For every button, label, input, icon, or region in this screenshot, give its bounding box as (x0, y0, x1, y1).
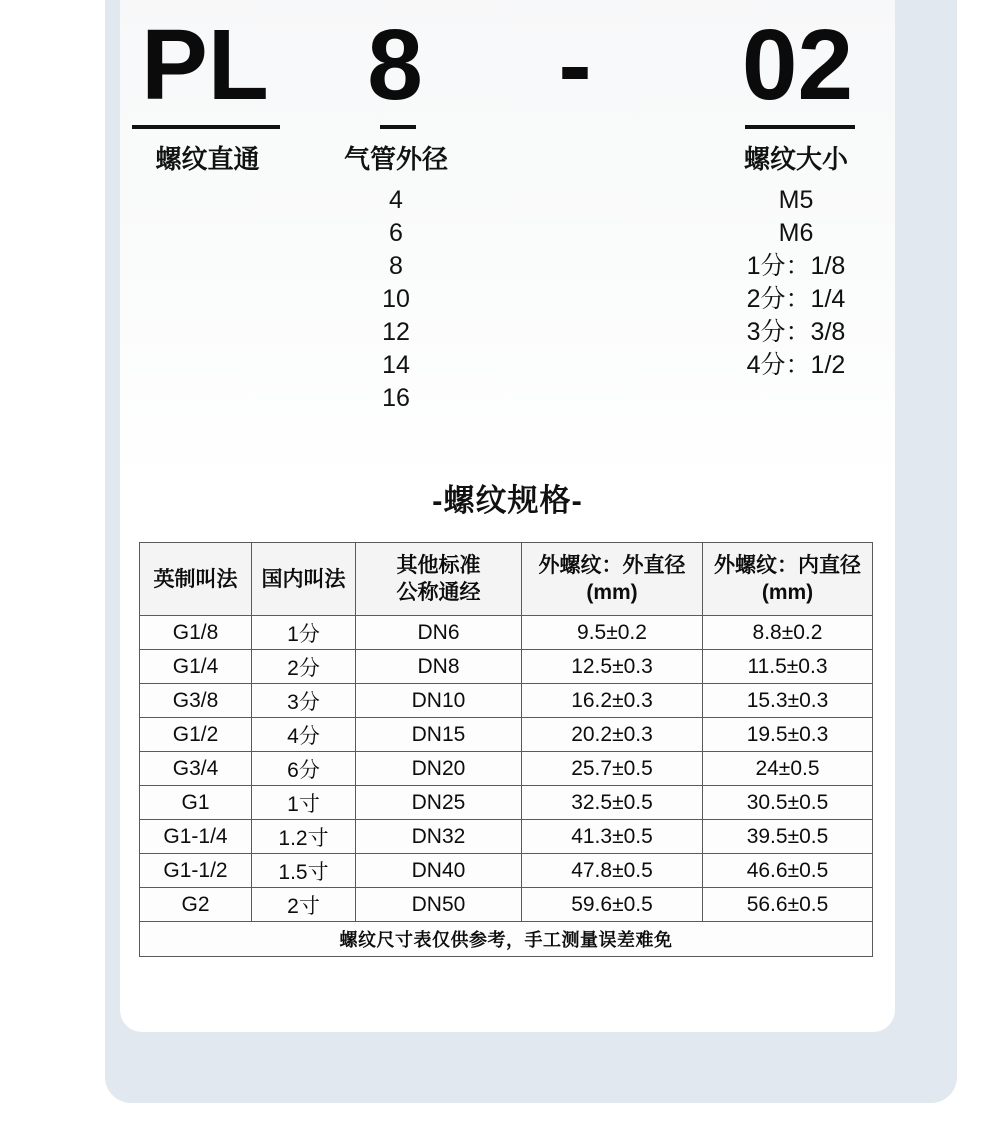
legend-column-tube-od (335, 142, 457, 415)
table-cell: 12.5±0.3 (522, 650, 703, 684)
table-cell: 3分 (252, 684, 356, 718)
table-column-header (140, 543, 252, 616)
table-cell: G1-1/4 (140, 820, 252, 854)
table-column-header (703, 543, 873, 616)
table-cell: 32.5±0.5 (522, 786, 703, 820)
legend-options-thread-size (705, 184, 887, 382)
table-row (140, 786, 873, 820)
product-code-row (120, 9, 895, 135)
table-cell: 2分 (252, 650, 356, 684)
table-column-header-line: (mm) (586, 581, 638, 604)
legend-option: 4分：1/2 (746, 351, 846, 379)
table-footer-note: 螺纹尺寸表仅供参考，手工测量误差难免 (140, 922, 873, 957)
spec-section-title: -螺纹规格- (432, 483, 583, 518)
legend-title-prefix: 螺纹直通 (155, 144, 260, 174)
table-cell: 56.6±0.5 (703, 888, 873, 922)
table-cell: G1/4 (140, 650, 252, 684)
table-cell: 1分 (252, 616, 356, 650)
table-cell: 59.6±0.5 (522, 888, 703, 922)
table-cell: 16.2±0.3 (522, 684, 703, 718)
legend-options-tube-od (335, 184, 457, 415)
table-column-header-line: 其他标准 (396, 554, 481, 577)
table-cell: DN25 (356, 786, 522, 820)
table-cell: 41.3±0.5 (522, 820, 703, 854)
underline-thread-size (745, 125, 855, 129)
table-cell: 39.5±0.5 (703, 820, 873, 854)
legend-column-thread-size (705, 142, 887, 382)
table-row (140, 684, 873, 718)
legend-column-prefix (120, 142, 295, 184)
table-column-header (252, 543, 356, 616)
table-cell: G2 (140, 888, 252, 922)
legend-option: 2分：1/4 (746, 285, 846, 313)
legend-option: 3分：3/8 (746, 318, 846, 346)
table-cell: 4分 (252, 718, 356, 752)
code-segment-prefix: PL (141, 9, 269, 121)
code-segment-tube-od: 8 (367, 9, 423, 121)
table-cell: DN15 (356, 718, 522, 752)
underline-tube-od (380, 125, 416, 129)
legend-option: 1分：1/8 (746, 252, 846, 280)
table-column-header-line: 外螺纹：外直径 (538, 554, 686, 577)
table-cell: G3/4 (140, 752, 252, 786)
table-cell: G1-1/2 (140, 854, 252, 888)
table-row (140, 888, 873, 922)
table-cell: 24±0.5 (703, 752, 873, 786)
table-cell: 8.8±0.2 (703, 616, 873, 650)
table-row (140, 616, 873, 650)
legend-option: 16 (382, 384, 410, 412)
spec-table-container (139, 542, 872, 957)
table-cell: DN8 (356, 650, 522, 684)
table-cell: 30.5±0.5 (703, 786, 873, 820)
legend-title-thread-size: 螺纹大小 (743, 144, 848, 174)
table-cell: 9.5±0.2 (522, 616, 703, 650)
table-cell: 46.6±0.5 (703, 854, 873, 888)
table-cell: DN10 (356, 684, 522, 718)
product-spec-card (120, 0, 895, 1032)
thread-spec-table (139, 542, 873, 957)
legend-title-tube-od: 气管外径 (343, 144, 448, 174)
table-cell: 1.2寸 (252, 820, 356, 854)
table-column-header-line: (mm) (761, 581, 814, 604)
underline-prefix (132, 125, 280, 129)
legend-option: M5 (778, 186, 814, 214)
table-cell: G1/8 (140, 616, 252, 650)
table-cell: 1.5寸 (252, 854, 356, 888)
table-cell: 2寸 (252, 888, 356, 922)
table-cell: 15.3±0.3 (703, 684, 873, 718)
table-cell: 20.2±0.3 (522, 718, 703, 752)
table-row (140, 854, 873, 888)
table-cell: 47.8±0.5 (522, 854, 703, 888)
table-cell: G1/2 (140, 718, 252, 752)
legend-option: 4 (389, 186, 403, 214)
legend-option: 8 (389, 252, 403, 280)
table-cell: G3/8 (140, 684, 252, 718)
table-cell: 11.5±0.3 (703, 650, 873, 684)
table-row (140, 650, 873, 684)
code-segment-dash: - (558, 9, 592, 121)
code-segment-thread-size: 02 (741, 9, 854, 121)
table-cell: DN50 (356, 888, 522, 922)
table-column-header-line: 外螺纹：内直径 (714, 554, 861, 577)
table-cell: 1寸 (252, 786, 356, 820)
table-cell: G1 (140, 786, 252, 820)
table-column-header-line: 国内叫法 (261, 567, 346, 591)
table-cell: 6分 (252, 752, 356, 786)
table-cell: 25.7±0.5 (522, 752, 703, 786)
table-column-header-line: 公称通经 (396, 581, 481, 604)
table-row (140, 718, 873, 752)
table-cell: DN40 (356, 854, 522, 888)
table-cell: 19.5±0.3 (703, 718, 873, 752)
table-foot (140, 922, 873, 957)
table-column-header-line: 英制叫法 (153, 567, 238, 591)
table-column-header (522, 543, 703, 616)
legend-option: M6 (778, 219, 814, 247)
table-header-row (140, 543, 873, 616)
table-head (140, 543, 873, 616)
legend-option: 10 (382, 285, 410, 313)
table-cell: DN32 (356, 820, 522, 854)
legend-option: 6 (389, 219, 403, 247)
table-cell: DN20 (356, 752, 522, 786)
table-footer-row (140, 922, 873, 957)
table-cell: DN6 (356, 616, 522, 650)
table-column-header (356, 543, 522, 616)
legend-option: 12 (382, 318, 410, 346)
table-body (140, 616, 873, 922)
legend-option: 14 (382, 351, 410, 379)
table-row (140, 820, 873, 854)
table-row (140, 752, 873, 786)
